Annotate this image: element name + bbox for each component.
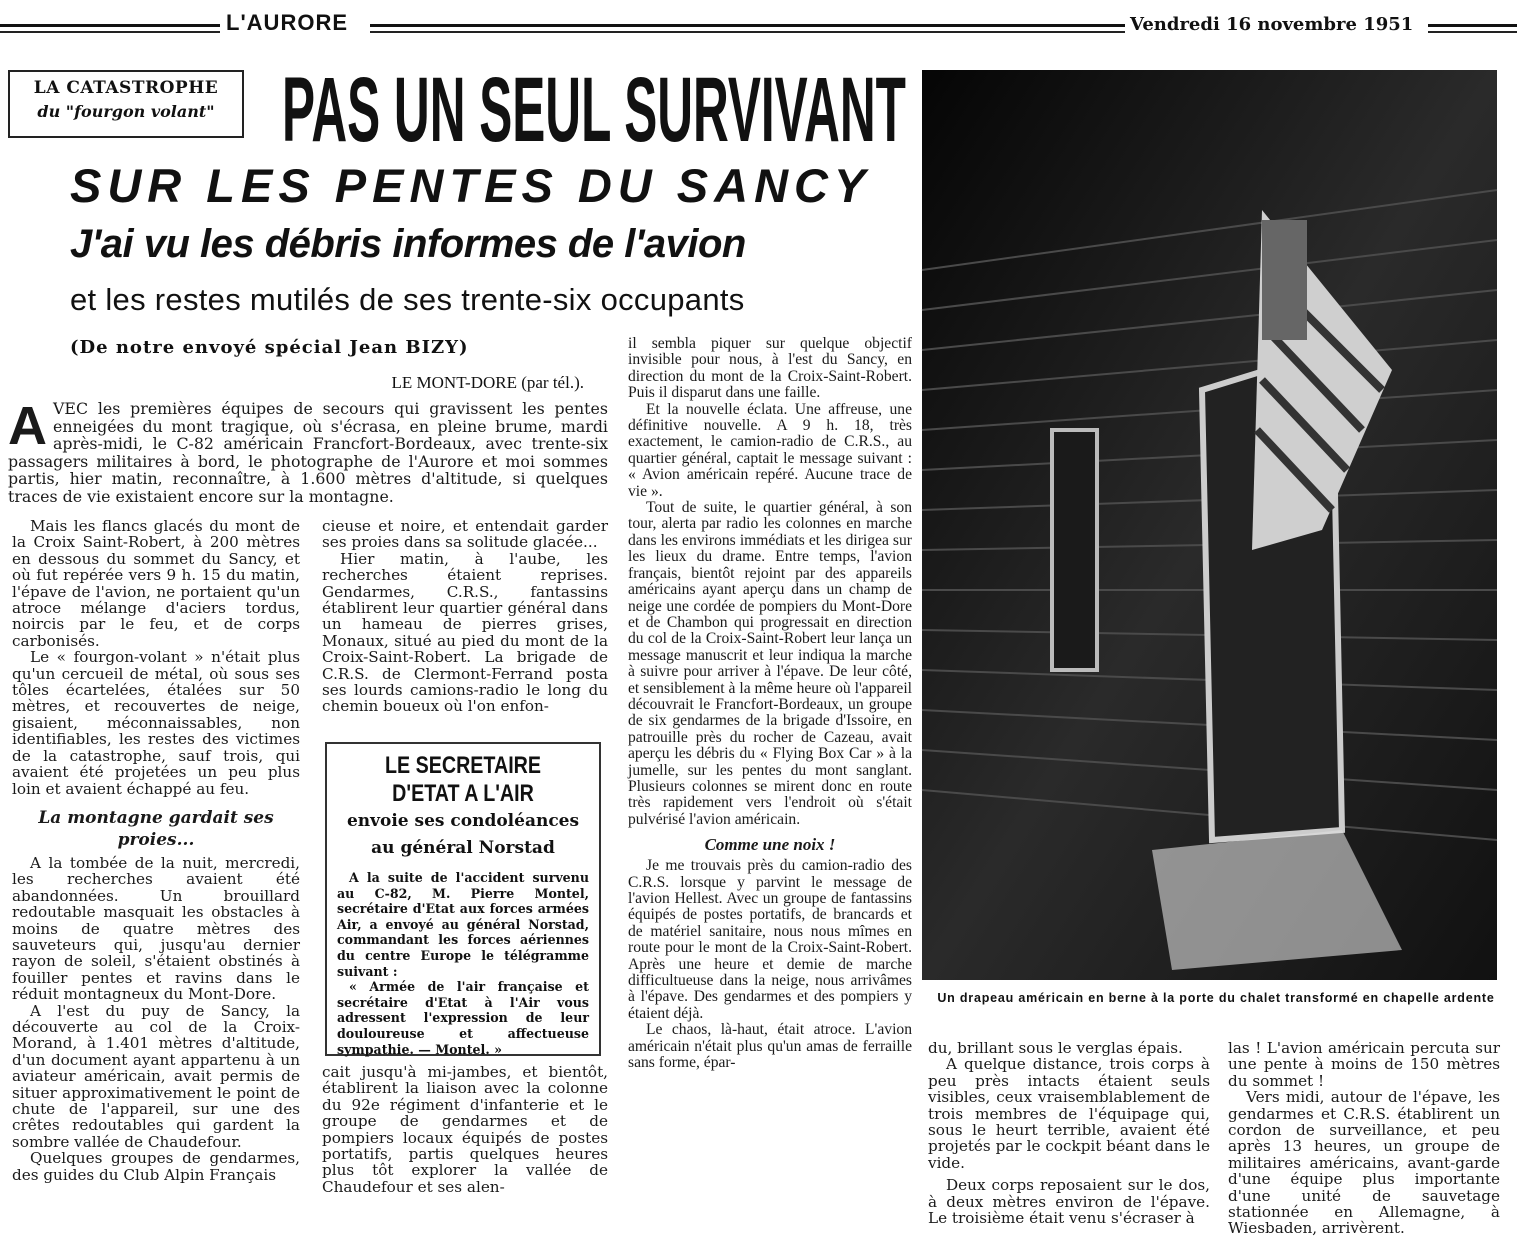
paragraph: A quelque distance, trois corps à peu près intacts étaient seuls visibles, ceux vraisemblablement de trois membres de l'équipage qui, sous le heurt terrible, avaient été projetés par le cockpit béant dans le vide. xyxy=(928,1055,1210,1172)
paragraph: Hier matin, à l'aube, les recherches étaient reprises. Gendarmes, C.R.S., fantassins établirent leur quartier général dans un hameau de pierres grises, Monaux, situé au pied du mont de la Croix-Saint-Robert. La brigade de C.R.S. de Clermont-Ferrand posta ses lourds camions-radio le long du chemin boueux où l'on enfon- xyxy=(322,549,608,716)
drop-cap: A xyxy=(8,396,47,456)
photo-image xyxy=(922,70,1497,980)
kicker-line: du "fourgon volant" xyxy=(37,102,215,121)
header-rule xyxy=(370,31,1125,33)
paragraph: du, brillant sous le verglas épais. xyxy=(928,1039,1183,1057)
deck-line: SUR LES PENTES DU SANCY xyxy=(70,159,872,212)
paragraph: cait jusqu'à mi-jambes, et bientôt, établirent la liaison avec la colonne du 92e régiment d'infanterie et le groupe de gendarmes et de pompiers locaux équipés de postes portatifs, partis quelques heures plus tôt explorer la vallée de Chaudefour et ses alen- xyxy=(322,1063,608,1196)
paragraph: Quelques groupes de gendarmes, des guides du Club Alpin Français xyxy=(12,1149,300,1184)
article-column-4 xyxy=(928,1039,1210,1228)
paragraph: A l'est du puy de Sancy, la découverte au col de la Croix-Morand, à 1.401 mètres d'altitude, d'un document ayant appartenu à un aviateur américain, avait permis de situer approximativement le point de chute de l'appareil, sur une des crêtes redoutables qui gardent la sombre vallée de Chaudefour. xyxy=(12,1001,300,1151)
kicker-box xyxy=(8,70,244,138)
header-rule xyxy=(1428,31,1517,33)
paragraph: « Armée de l'air française et secrétaire d'Etat à l'Air vous adressent l'expression de leur douloureuse et affectueuse sympathie. — Montel. » xyxy=(337,979,589,1057)
paragraph: Vers midi, autour de l'épave, les gendarmes et C.R.S. établirent un cordon de surveillance, et peu après 13 heures, un groupe de militaires américains, avant-garde d'une équipe plus importante d'une unité de sauvetage stationnée en Allemagne, à Wiesbaden, arrivèrent. xyxy=(1228,1088,1500,1237)
header-rule xyxy=(370,24,1125,27)
lead-text: VEC les premières équipes de secours qui gravissent les pentes enneigées du mont tragique, où s'écrasa, en pleine brume, mardi après-midi, le C-82 américain Francfort-Bordeaux, avec trente-six passagers militaires à bord, le photographe de l'Aurore et moi sommes partis, hier matin, reconnaître, à 1.600 mètres d'altitude, si quelques traces de vie existaient encore sur la montagne. xyxy=(8,399,608,506)
paragraph: il sembla piquer sur quelque objectif invisible pour nous, à l'est du Sancy, en direction du mont de la Croix-Saint-Robert. Puis il disparut dans une faille. xyxy=(628,335,912,402)
issue-date: Vendredi 16 novembre 1951 xyxy=(1130,14,1414,35)
lead-paragraph xyxy=(8,396,608,512)
paragraph: Je me trouvais près du camion-radio des C.R.S. lorsque y parvint le message de l'avion Hellest. Avec un groupe de fantassins équipés de postes portatifs, de brancards et de matériel sanitaire, nous nous mîmes en route pour le mont de la Croix-Saint-Robert. Après une heure et demie de marche difficultueuse dans la neige, nous arrivâmes à l'épave. Des gendarmes et des pompiers y étaient déjà. xyxy=(628,857,912,1022)
paragraph: A la suite de l'accident survenu au C-82, M. Pierre Montel, secrétaire d'Etat aux forces armées Air, a envoyé au général Norstad, commandant les forces aériennes du centre Europe le télégramme suivant : xyxy=(337,870,589,979)
paragraph: Le « fourgon-volant » n'était plus qu'un cercueil de métal, où sous ses tôles écartelées, étalées sur 50 mètres, et recouvertes de neige, gisaient, méconnaissables, non identifiables, les restes des victimes de la catastrophe, sauf trois, qui avaient été projetées un peu plus loin et avaient échappé au feu. xyxy=(12,648,300,798)
subheading: Comme une noix ! xyxy=(704,835,836,855)
paragraph: Deux corps reposaient sur le dos, à deux mètres environ de l'épave. Le troisième était venu s'écraser à xyxy=(928,1176,1210,1228)
paragraph: A la tombée de la nuit, mercredi, les recherches avaient été abandonnées. Un brouillard redoutable masquait les obstacles à moins de quatre mètres des sauveteurs qui, jusqu'au dernier rayon de soleil, s'étaient obstinés à fouiller pentes et ravins dans le réduit montagneux du Mont-Dore. xyxy=(12,853,300,1004)
header-rule xyxy=(0,31,220,33)
paragraph: Le chaos, là-haut, était atroce. L'avion américain n'était plus qu'un amas de ferraille sans forme, épar- xyxy=(628,1021,912,1072)
deck-line: et les restes mutilés de ses trente-six occupants xyxy=(70,282,745,317)
photo-caption: Un drapeau américain en berne à la porte du chalet transformé en chapelle ardente xyxy=(937,991,1495,1005)
article-column-1 xyxy=(12,518,300,1193)
box-body xyxy=(337,870,589,1057)
paragraph: las ! L'avion américain percuta sur une pente à moins de 150 mètres du sommet ! xyxy=(1228,1039,1500,1090)
photo-flag-at-chalet xyxy=(922,70,1497,980)
header-rule xyxy=(0,24,220,27)
article-column-2 xyxy=(322,518,608,734)
masthead: L'AURORE xyxy=(226,10,349,35)
box-subtitle: envoie ses condoléances au général Norstad xyxy=(346,811,580,858)
paragraph: Et la nouvelle éclata. Une affreuse, une définitive nouvelle. A 9 h. 18, très exactement, le camion-radio de C.R.S., au quartier général, captait le message suivant : « Avion américain repéré. Aucune trace de vie ». xyxy=(628,400,912,500)
article-column-2-continued xyxy=(322,1063,608,1196)
deck-line: J'ai vu les débris informes de l'avion xyxy=(70,222,746,266)
box-title: LE SECRETAIRE D'ETAT A L'AIR xyxy=(384,752,542,807)
byline: (De notre envoyé spécial Jean BIZY) xyxy=(70,337,469,358)
paragraph: Tout de suite, le quartier général, à son tour, alerta par radio les colonnes en marche dans les environs immédiats et les dirigea sur les lieux du drame. Entre temps, l'avion français, bientôt rejoint par des appareils américains ayant aperçu dans un champ de neige une cordée de pompiers du Mont-Dore et de Chambon qui progressait en direction du col de la Croix-Saint-Robert leur lança un message manuscrit et leur indiqua la marche à suivre pour arriver à l'épave. De leur côté, et sensiblement à la même heure où l'appareil découvrait le Francfort-Bordeaux, un groupe de six gendarmes de la brigade d'Issoire, en patrouille près du rocher de Cazeau, avait aperçu les débris du « Flying Box Car » à la jumelle, sur les pentes du mont sanglant. Plusieurs colonnes se mirent donc en route très rapidement vers l'endroit où s'était pulvérisé l'avion américain. xyxy=(628,499,912,828)
headline: PAS UN SEUL SURVIVANT xyxy=(282,59,906,161)
article-column-3 xyxy=(628,336,912,1193)
kicker-line: LA CATASTROPHE xyxy=(33,78,219,98)
sidebar-box xyxy=(325,742,601,1056)
paragraph: cieuse et noire, et entendait garder ses proies dans sa solitude glacée... xyxy=(322,517,608,552)
header-rule xyxy=(1428,24,1517,27)
dateline: LE MONT-DORE (par tél.). xyxy=(391,373,584,392)
subheading: La montagne gardait ses proies... xyxy=(38,807,274,850)
paragraph: Mais les flancs glacés du mont de la Croix Saint-Robert, à 200 mètres en dessous du sommet du Sancy, et où fut repérée vers 9 h. 15 du matin, l'épave de l'avion, ne portaient qu'un atroce mélange d'aciers tordus, noircis par le feu, et de corps carbonisés. xyxy=(12,517,300,650)
article-column-5 xyxy=(1228,1039,1500,1237)
